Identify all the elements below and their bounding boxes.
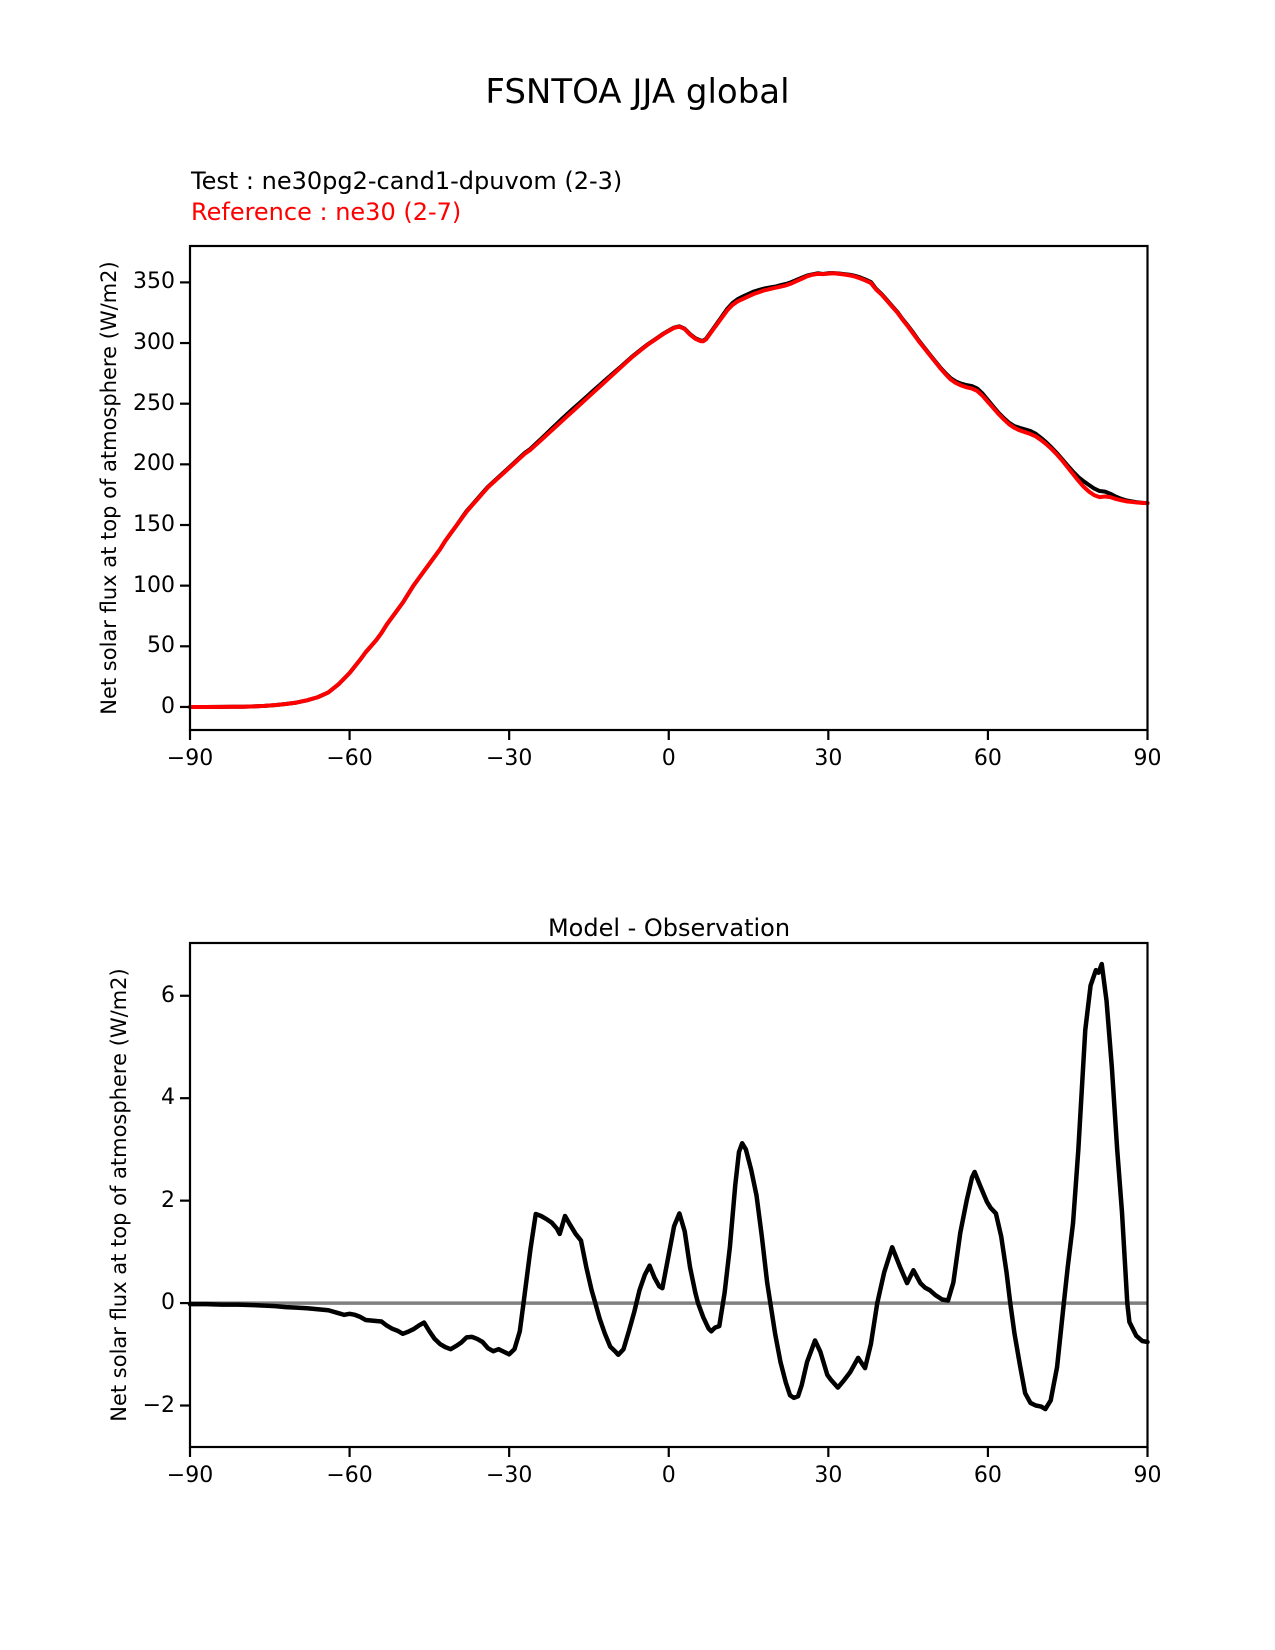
axes-spines [190,246,1148,730]
x-tick-label: 60 [973,1463,1002,1488]
axes-spines [190,943,1148,1447]
x-tick-label: 30 [814,1463,843,1488]
y-tick-label: 100 [133,572,175,598]
y-tick-label: 6 [161,982,175,1008]
x-tick-label: −90 [166,1463,214,1488]
x-tick-label: 30 [814,746,843,771]
x-tick-label: 0 [661,1463,676,1488]
reference-ne30-2-7-curve [190,273,1148,707]
x-tick-label: 90 [1133,1463,1162,1488]
y-tick-label: 0 [161,1290,175,1316]
y-tick-label: 2 [161,1187,175,1213]
y-tick-label: 300 [133,330,175,356]
model-observation-curve [190,964,1148,1409]
x-tick-label: −30 [485,746,533,771]
bottom-chart-ylabel: Net solar flux at top of atmosphere (W/m2) [107,968,131,1422]
y-tick-label: −2 [142,1392,175,1418]
x-tick-label: −60 [326,746,373,771]
test-ne30pg2-cand1-dpuvom-2-3-curve [190,273,1148,707]
y-tick-label: 0 [161,693,175,719]
legend-reference-label: Reference : ne30 (2-7) [191,198,462,226]
figure-title: FSNTOA JJA global [485,72,790,112]
y-tick-label: 4 [161,1085,175,1111]
y-tick-label: 250 [133,390,175,416]
x-tick-label: 90 [1133,746,1162,771]
legend-test-label: Test : ne30pg2-cand1-dpuvom (2-3) [191,167,623,195]
bottom-chart-title: Model - Observation [547,914,791,942]
y-tick-label: 350 [133,269,175,295]
y-tick-label: 50 [147,633,175,659]
x-tick-label: −60 [326,1463,373,1488]
x-tick-label: 60 [973,746,1002,771]
x-tick-label: −30 [485,1463,533,1488]
y-tick-label: 200 [133,451,175,477]
x-tick-label: 0 [661,746,676,771]
y-tick-label: 150 [133,511,175,537]
top-chart-ylabel: Net solar flux at top of atmosphere (W/m2) [97,261,121,715]
x-tick-label: −90 [166,746,214,771]
